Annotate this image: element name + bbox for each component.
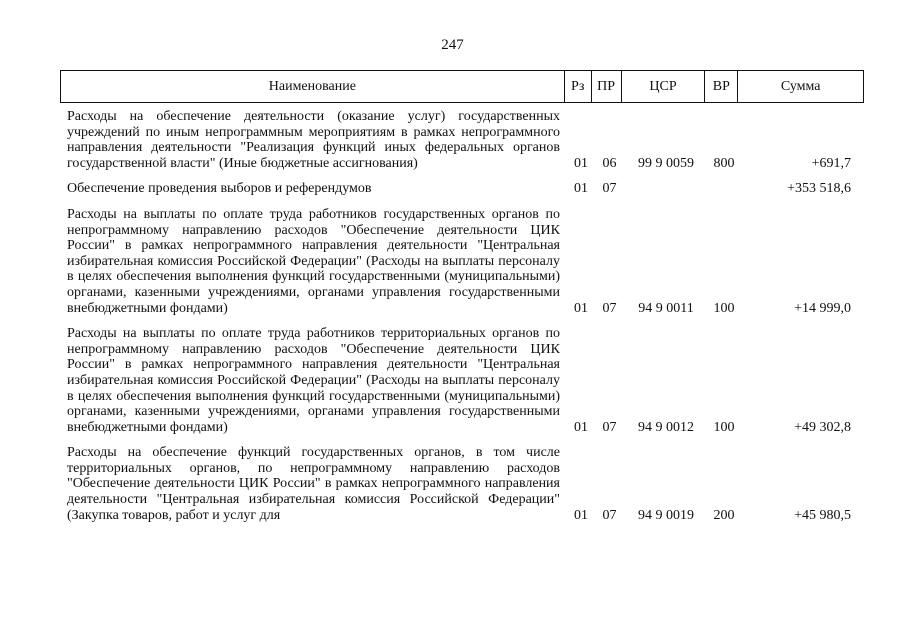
table-row bbox=[60, 109, 864, 171]
row-name: Расходы на обеспечение функций государственных органов, в том числе территориальных органов, по непрограммному направлению расходов "Обеспечение деятельности ЦИК России" в рамках непрограммного направления деятельности "Центральная избирательная комиссия Российской Федерации" (Закупка товаров, работ и услуг для bbox=[67, 445, 560, 523]
table-row bbox=[60, 181, 864, 197]
row-sum: +45 980,5 bbox=[794, 507, 851, 523]
table-header bbox=[60, 70, 864, 103]
header-csr: ЦСР bbox=[622, 71, 706, 102]
row-name: Расходы на выплаты по оплате труда работников государственных органов по непрограммному направлению расходов "Обеспечение деятельности ЦИК России" в рамках непрограммного направления деятельности "Центральная избирательная комиссия Российской Федерации" (Расходы на выплаты персоналу в целях обеспечения выполнения функций государственными (муниципальными) органами, казенными учреждениями, органами управления государственными внебюджетными фондами) bbox=[67, 206, 560, 316]
row-vr: 100 bbox=[713, 300, 735, 316]
row-pr: 07 bbox=[602, 507, 617, 523]
row-vr: 100 bbox=[713, 419, 735, 435]
row-name: Расходы на выплаты по оплате труда работников территориальных органов по непрограммному направлению расходов "Обеспечение деятельности ЦИК России" в рамках непрограммного направления деятельности "Центральная избирательная комиссия Российской Федерации" (Расходы на выплаты персоналу в целях обеспечения выполнения функций государственными (муниципальными) органами, казенными учреждениями, органами управления государственными внебюджетными фондами) bbox=[67, 326, 560, 435]
page-number: 247 bbox=[441, 37, 464, 53]
row-csr: 94 9 0012 bbox=[638, 419, 694, 435]
table-row bbox=[60, 207, 864, 316]
row-csr: 94 9 0019 bbox=[638, 507, 694, 523]
row-rz: 01 bbox=[574, 507, 588, 523]
row-sum: +691,7 bbox=[811, 155, 851, 171]
row-vr bbox=[709, 181, 739, 197]
row-csr: 94 9 0011 bbox=[638, 300, 694, 316]
header-vr: ВР bbox=[705, 71, 738, 102]
row-rz: 01 bbox=[574, 155, 588, 171]
row-rz: 01 bbox=[574, 419, 588, 435]
row-rz: 01 bbox=[574, 300, 588, 316]
header-pr: ПР bbox=[592, 71, 622, 102]
row-pr: 06 bbox=[602, 155, 617, 171]
row-vr: 200 bbox=[713, 507, 735, 523]
header-sum: Сумма bbox=[780, 78, 821, 94]
table-body bbox=[60, 109, 864, 533]
row-name: Расходы на обеспечение деятельности (оказание услуг) государственных учреждений по иным непрограммным мероприятиям в рамках непрограммного направления деятельности "Реализация функций иных федеральных органов государственной власти" (Иные бюджетные ассигнования) bbox=[67, 109, 560, 171]
row-csr: 99 9 0059 bbox=[638, 155, 694, 171]
row-name: Обеспечение проведения выборов и референдумов bbox=[67, 181, 372, 197]
row-vr: 800 bbox=[713, 155, 735, 171]
row-pr: 07 bbox=[602, 300, 617, 316]
header-rz: Рз bbox=[565, 71, 592, 102]
row-sum: +353 518,6 bbox=[787, 181, 851, 197]
row-rz: 01 bbox=[574, 181, 588, 197]
header-name: Наименование bbox=[61, 71, 565, 102]
row-sum: +49 302,8 bbox=[794, 419, 851, 435]
row-csr bbox=[623, 181, 709, 197]
row-sum: +14 999,0 bbox=[794, 300, 851, 316]
table-row bbox=[60, 445, 864, 523]
table-row bbox=[60, 326, 864, 435]
row-pr: 07 bbox=[602, 181, 617, 197]
row-pr: 07 bbox=[602, 419, 617, 435]
